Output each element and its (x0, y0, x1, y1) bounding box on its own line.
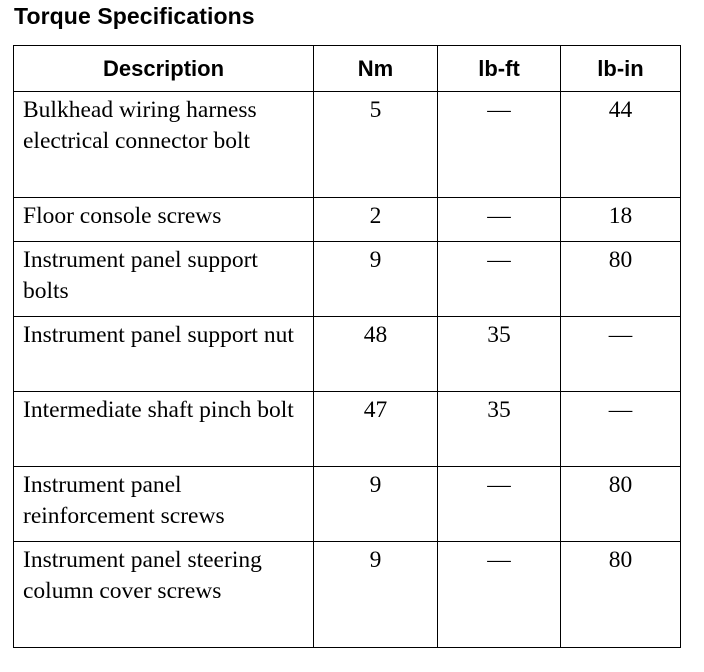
description-cell: Floor console screws (14, 198, 314, 242)
page-title: Torque Specifications (14, 3, 255, 29)
nm-cell: 47 (314, 392, 438, 467)
lb-in-cell: — (561, 317, 681, 392)
table-row (14, 242, 681, 317)
nm-cell: 9 (314, 467, 438, 542)
nm-cell: 9 (314, 242, 438, 317)
lb-in-cell: 18 (561, 198, 681, 242)
lb-in-cell: — (561, 392, 681, 467)
lb-in-cell: 44 (561, 92, 681, 198)
lb-ft-cell: — (438, 542, 561, 648)
lb-ft-cell: — (438, 242, 561, 317)
nm-cell: 9 (314, 542, 438, 648)
nm-cell: 5 (314, 92, 438, 198)
description-cell: Instrument panel support bolts (14, 242, 314, 317)
lb-ft-cell: — (438, 198, 561, 242)
description-cell: Bulkhead wiring harness electrical connector bolt (14, 92, 314, 198)
table-row (14, 542, 681, 648)
description-cell: Instrument panel support nut (14, 317, 314, 392)
table-row (14, 392, 681, 467)
nm-cell: 48 (314, 317, 438, 392)
column-header-lb-in: lb-in (561, 46, 681, 92)
table-row (14, 467, 681, 542)
column-header-description: Description (14, 46, 314, 92)
lb-ft-cell: — (438, 92, 561, 198)
torque-spec-table (13, 45, 681, 648)
table-row (14, 198, 681, 242)
table-row (14, 92, 681, 198)
nm-cell: 2 (314, 198, 438, 242)
description-cell: Instrument panel reinforcement screws (14, 467, 314, 542)
lb-in-cell: 80 (561, 542, 681, 648)
description-cell: Intermediate shaft pinch bolt (14, 392, 314, 467)
column-header-lb-ft: lb-ft (438, 46, 561, 92)
description-cell: Instrument panel steering column cover screws (14, 542, 314, 648)
lb-ft-cell: 35 (438, 392, 561, 467)
table-header-row (14, 46, 681, 92)
lb-in-cell: 80 (561, 467, 681, 542)
column-header-nm: Nm (314, 46, 438, 92)
lb-ft-cell: — (438, 467, 561, 542)
lb-in-cell: 80 (561, 242, 681, 317)
table-row (14, 317, 681, 392)
lb-ft-cell: 35 (438, 317, 561, 392)
